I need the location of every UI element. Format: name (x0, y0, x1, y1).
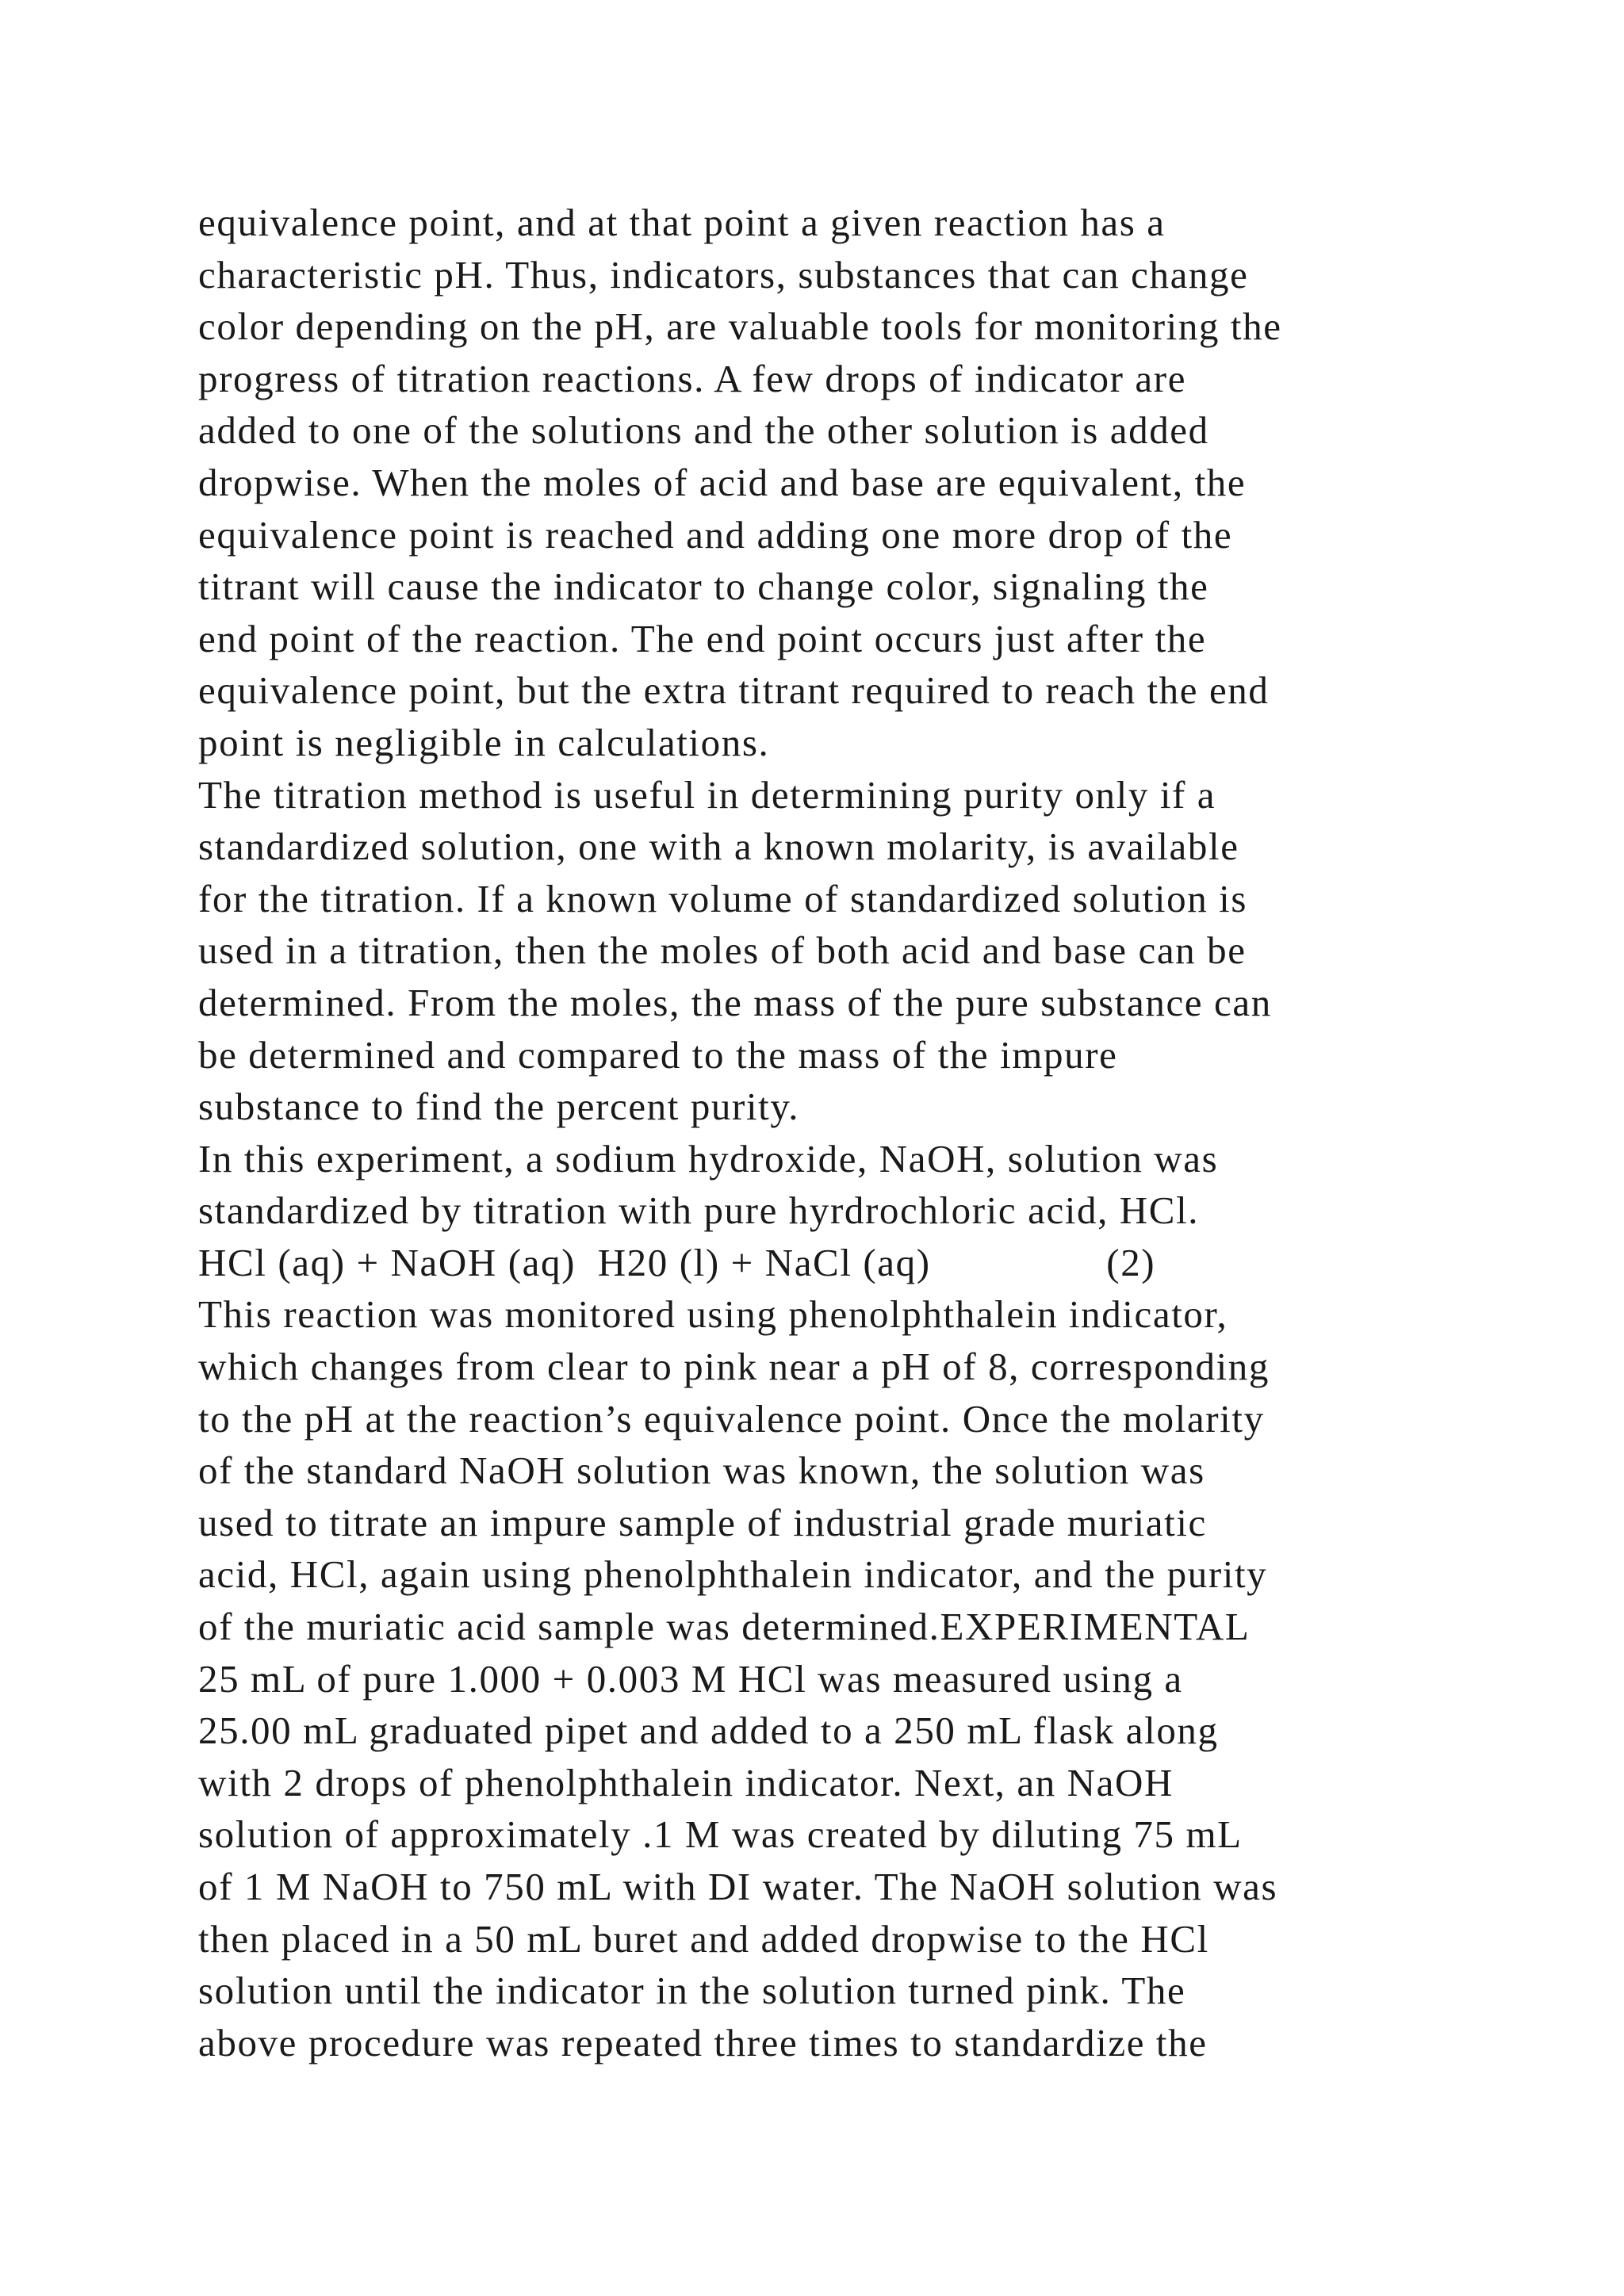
text-line: equivalence point, but the extra titrant required to reach the end (198, 668, 1270, 713)
text-line: standardized solution, one with a known molarity, is available (198, 825, 1239, 869)
text-line: equivalence point, and at that point a given reaction has a (198, 201, 1166, 244)
text-line: used to titrate an impure sample of industrial grade muriatic (198, 1500, 1207, 1544)
text-line: acid, HCl, again using phenolphthalein indicator, and the purity (198, 1552, 1268, 1597)
text-line: titrant will cause the indicator to change color, signaling the (198, 564, 1209, 609)
text-line: The titration method is useful in determining purity only if a (198, 772, 1216, 817)
text-line: be determined and compared to the mass of the impure (198, 1032, 1118, 1077)
text-line: characteristic pH. Thus, indicators, substances that can change (198, 252, 1249, 297)
text-line: substance to find the percent purity. (198, 1085, 800, 1129)
body-text (198, 197, 1499, 2068)
text-line: 25 mL of pure 1.000 + 0.003 M HCl was measured using a (198, 1656, 1183, 1701)
text-line: of the muriatic acid sample was determined.EXPERIMENTAL (198, 1605, 1251, 1649)
text-line: This reaction was monitored using phenolphthalein indicator, (198, 1292, 1228, 1337)
text-line: above procedure was repeated three times to standardize the (198, 2020, 1208, 2064)
text-line: to the pH at the reaction’s equivalence point. Once the molarity (198, 1396, 1265, 1441)
text-line: solution until the indicator in the solution turned pink. The (198, 1969, 1186, 2013)
text-line: equivalence point is reached and adding one more drop of the (198, 512, 1233, 557)
text-line: In this experiment, a sodium hydroxide, NaOH, solution was (198, 1136, 1219, 1181)
text-line: standardized by titration with pure hyrdrochloric acid, HCl. (198, 1188, 1200, 1233)
text-line: with 2 drops of phenolphthalein indicator. Next, an NaOH (198, 1760, 1174, 1804)
text-line: then placed in a 50 mL buret and added dropwise to the HCl (198, 1916, 1209, 1961)
text-line: determined. From the moles, the mass of the pure substance can (198, 980, 1272, 1024)
text-line: color depending on the pH, are valuable tools for monitoring the (198, 304, 1282, 349)
text-line: of 1 M NaOH to 750 mL with DI water. The NaOH solution was (198, 1865, 1278, 1908)
text-line: added to one of the solutions and the other solution is added (198, 408, 1209, 453)
text-line: which changes from clear to pink near a pH of 8, corresponding (198, 1345, 1270, 1389)
text-line: progress of titration reactions. A few drops of indicator are (198, 356, 1187, 400)
text-line: of the standard NaOH solution was known, the solution was (198, 1448, 1205, 1493)
text-line: for the titration. If a known volume of standardized solution is (198, 876, 1248, 920)
text-line: dropwise. When the moles of acid and base are equivalent, the (198, 460, 1247, 504)
text-line: used in a titration, then the moles of both acid and base can be (198, 928, 1247, 973)
text-line: end point of the reaction. The end point occurs just after the (198, 616, 1207, 660)
text-line: 25.00 mL graduated pipet and added to a 250 mL flask along (198, 1709, 1219, 1753)
equation-line: HCl (aq) + NaOH (aq) H20 (l) + NaCl (aq) (2) (198, 1240, 1156, 1284)
text-line: point is negligible in calculations. (198, 720, 770, 764)
text-line: solution of approximately .1 M was created by diluting 75 mL (198, 1812, 1243, 1857)
